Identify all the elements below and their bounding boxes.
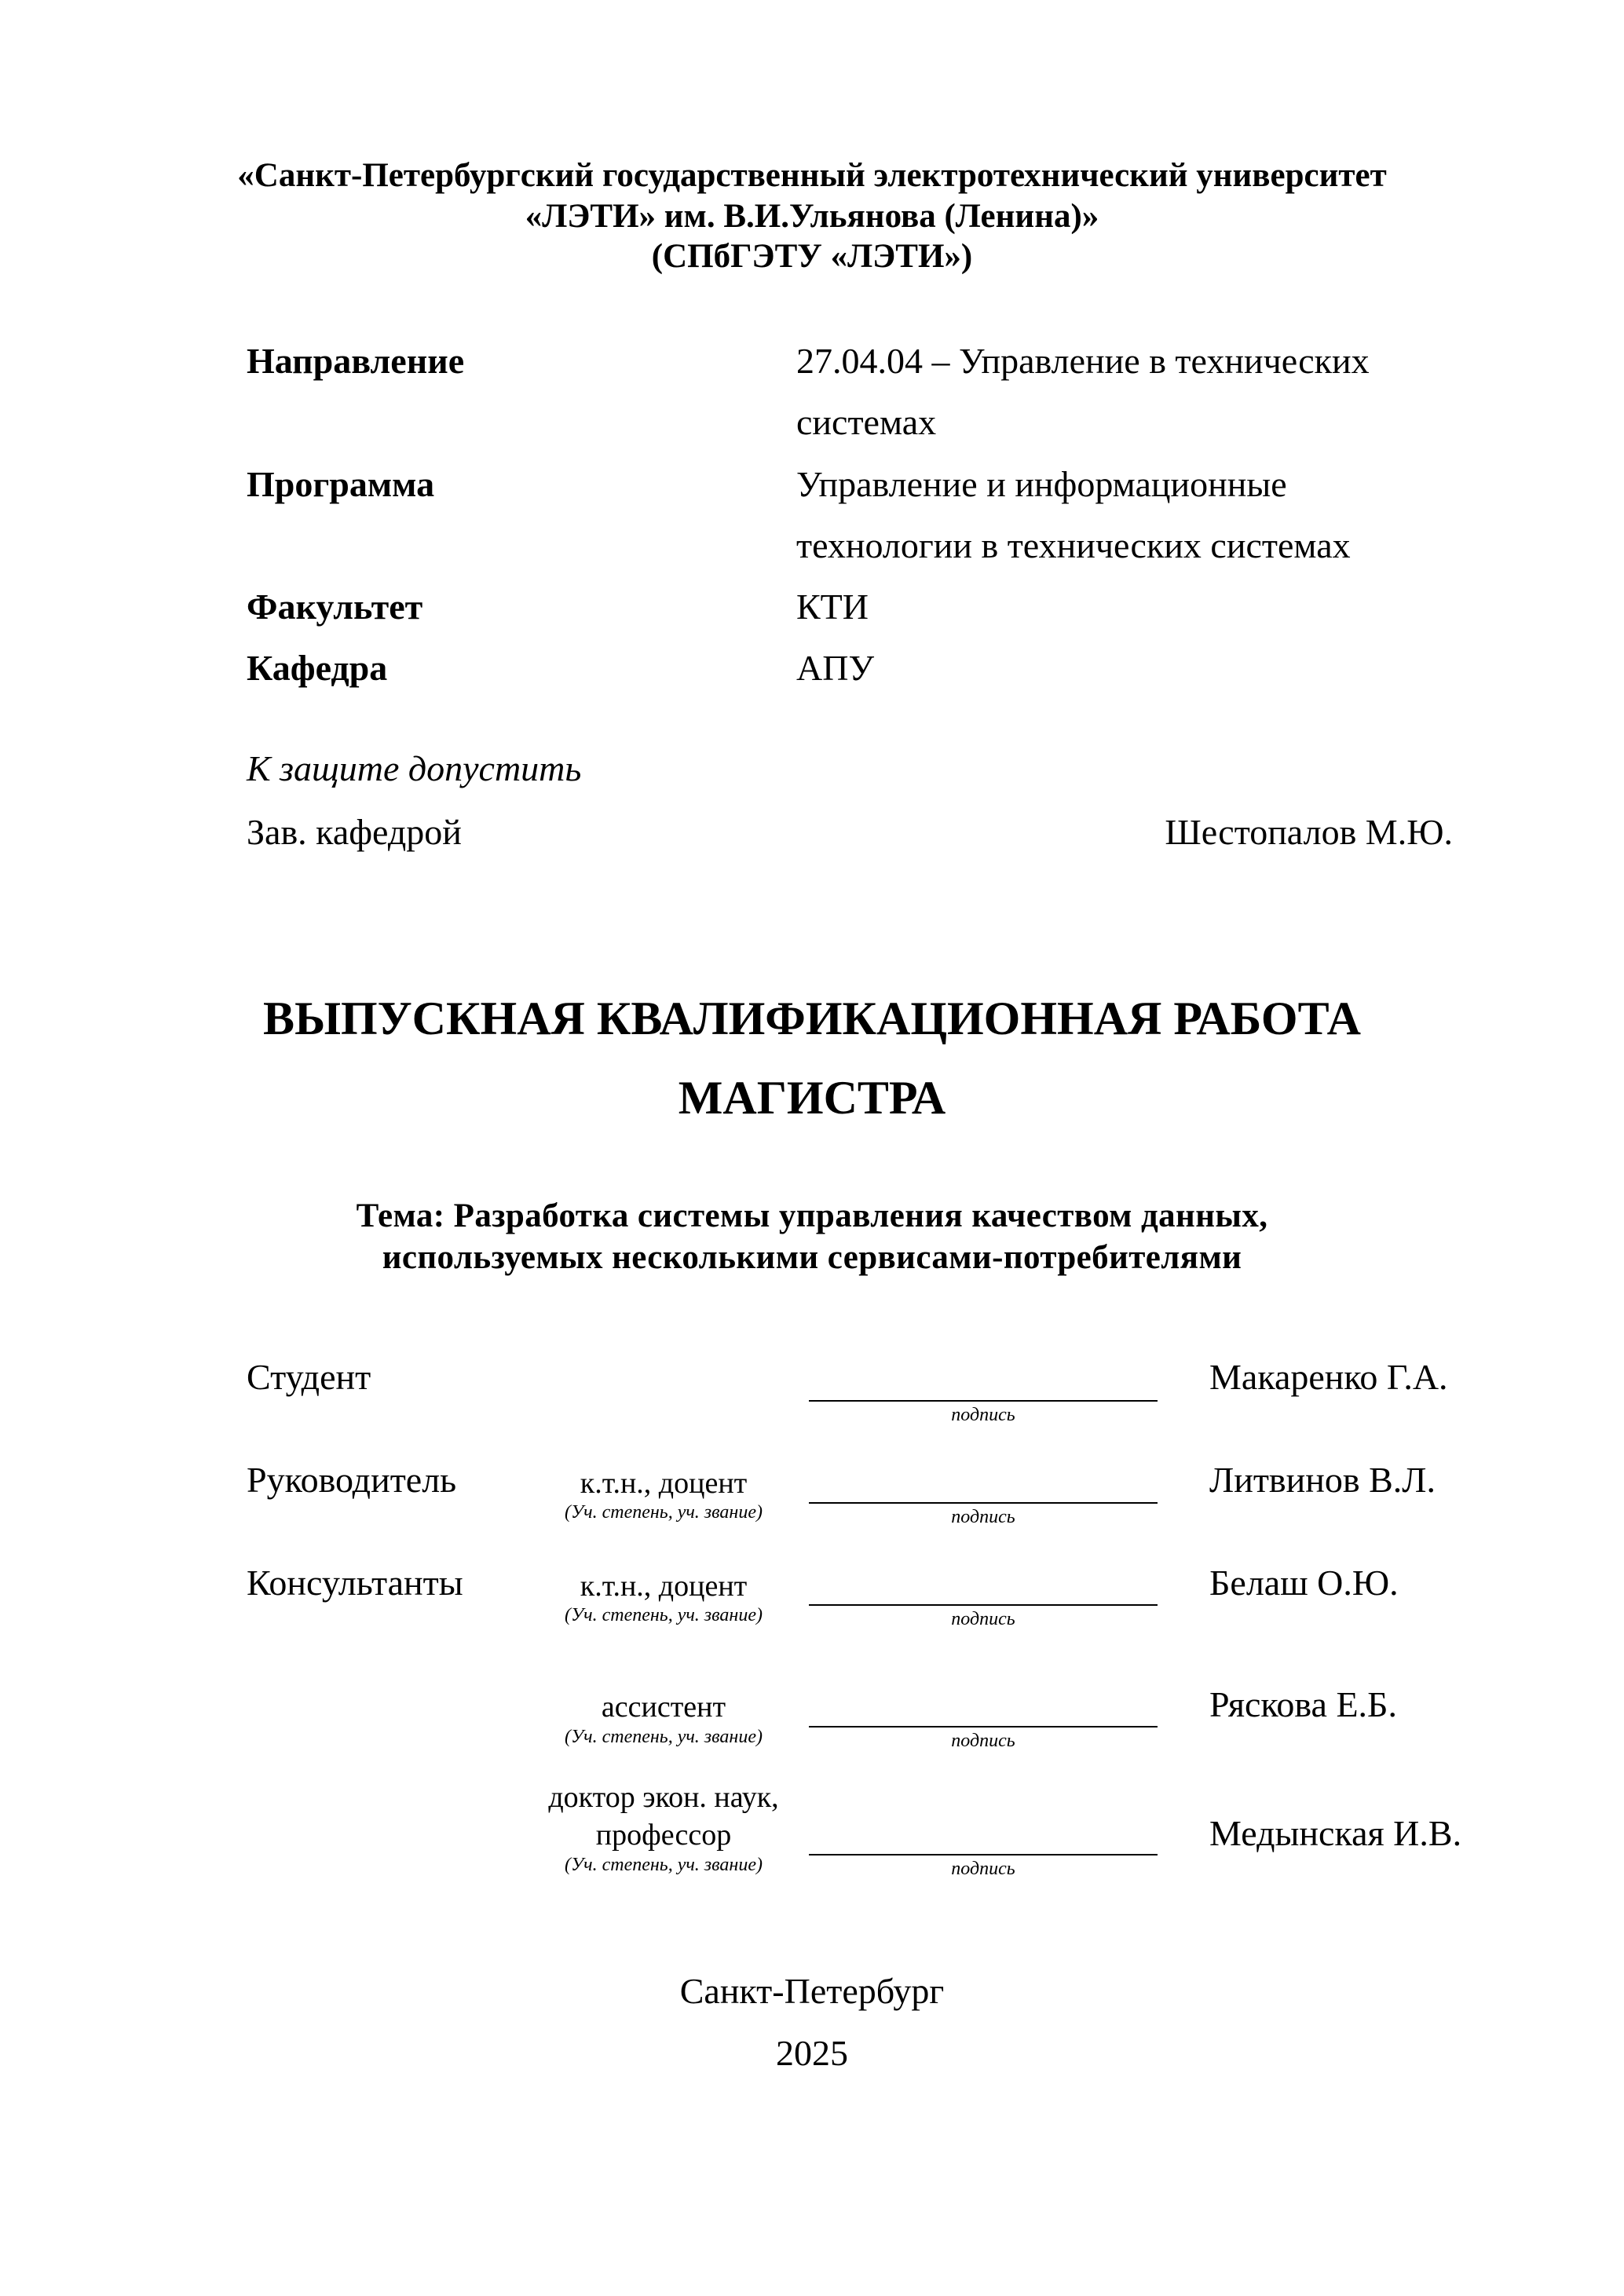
consultant1-degree: к.т.н., доцент xyxy=(580,1570,748,1603)
consultant2-name: Ряскова Е.Б. xyxy=(1209,1684,1397,1724)
consultant3-signature-caption: подпись xyxy=(951,1859,1015,1879)
thesis-topic-line1: Тема: Разработка системы управления качеством данных, xyxy=(356,1197,1268,1234)
faculty-label: Факультет xyxy=(247,587,423,627)
supervisor-signature-caption: подпись xyxy=(951,1507,1015,1527)
department-label: Кафедра xyxy=(247,648,388,688)
admit-to-defense: К защите допустить xyxy=(247,748,582,788)
thesis-topic-line2: используемых несколькими сервисами-потребителями xyxy=(382,1239,1242,1276)
consultant1-degree-caption: (Уч. степень, уч. звание) xyxy=(565,1605,763,1625)
head-of-department-name: Шестопалов М.Ю. xyxy=(1165,812,1453,852)
thesis-title-line1: ВЫПУСКНАЯ КВАЛИФИКАЦИОННАЯ РАБОТА xyxy=(263,993,1361,1044)
consultant3-degree-caption: (Уч. степень, уч. звание) xyxy=(565,1855,763,1875)
consultant3-degree-line1: доктор экон. наук, xyxy=(548,1781,779,1814)
direction-value-line2: системах xyxy=(796,402,937,442)
consultant1-signature-line xyxy=(809,1604,1158,1606)
consultant3-name: Медынская И.В. xyxy=(1209,1813,1462,1853)
consultant1-signature-caption: подпись xyxy=(951,1609,1015,1629)
student-name: Макаренко Г.А. xyxy=(1209,1357,1448,1397)
supervisor-degree-caption: (Уч. степень, уч. звание) xyxy=(565,1502,763,1523)
student-label: Студент xyxy=(247,1357,371,1397)
supervisor-label: Руководитель xyxy=(247,1460,457,1500)
university-abbreviation: (СПбГЭТУ «ЛЭТИ») xyxy=(651,238,973,275)
consultant2-degree: ассистент xyxy=(601,1691,726,1724)
consultant3-signature-line xyxy=(809,1854,1158,1855)
thesis-title-line2: МАГИСТРА xyxy=(678,1072,946,1124)
direction-value-line1: 27.04.04 – Управление в технических xyxy=(796,341,1370,381)
student-signature-caption: подпись xyxy=(951,1405,1015,1425)
supervisor-degree: к.т.н., доцент xyxy=(580,1467,748,1500)
university-name-line1: «Санкт-Петербургский государственный электротехнический университет xyxy=(237,157,1387,194)
university-name-line2: «ЛЭТИ» им. В.И.Ульянова (Ленина)» xyxy=(525,198,1099,235)
consultants-label: Консультанты xyxy=(247,1563,463,1603)
program-label: Программа xyxy=(247,464,435,504)
program-value-line2: технологии в технических системах xyxy=(796,525,1351,565)
student-signature-line xyxy=(809,1400,1158,1402)
faculty-value: КТИ xyxy=(796,587,869,627)
consultant3-degree-line2: профессор xyxy=(595,1819,732,1852)
direction-label: Направление xyxy=(247,341,465,381)
city: Санкт-Петербург xyxy=(679,1971,945,2011)
consultant2-degree-caption: (Уч. степень, уч. звание) xyxy=(565,1727,763,1747)
consultant2-signature-caption: подпись xyxy=(951,1731,1015,1751)
consultant1-name: Белаш О.Ю. xyxy=(1209,1563,1399,1603)
program-value-line1: Управление и информационные xyxy=(796,464,1287,504)
supervisor-signature-line xyxy=(809,1502,1158,1504)
year: 2025 xyxy=(776,2033,848,2073)
supervisor-name: Литвинов В.Л. xyxy=(1209,1460,1436,1500)
head-of-department-label: Зав. кафедрой xyxy=(247,812,462,852)
department-value: АПУ xyxy=(796,648,875,688)
consultant2-signature-line xyxy=(809,1726,1158,1727)
